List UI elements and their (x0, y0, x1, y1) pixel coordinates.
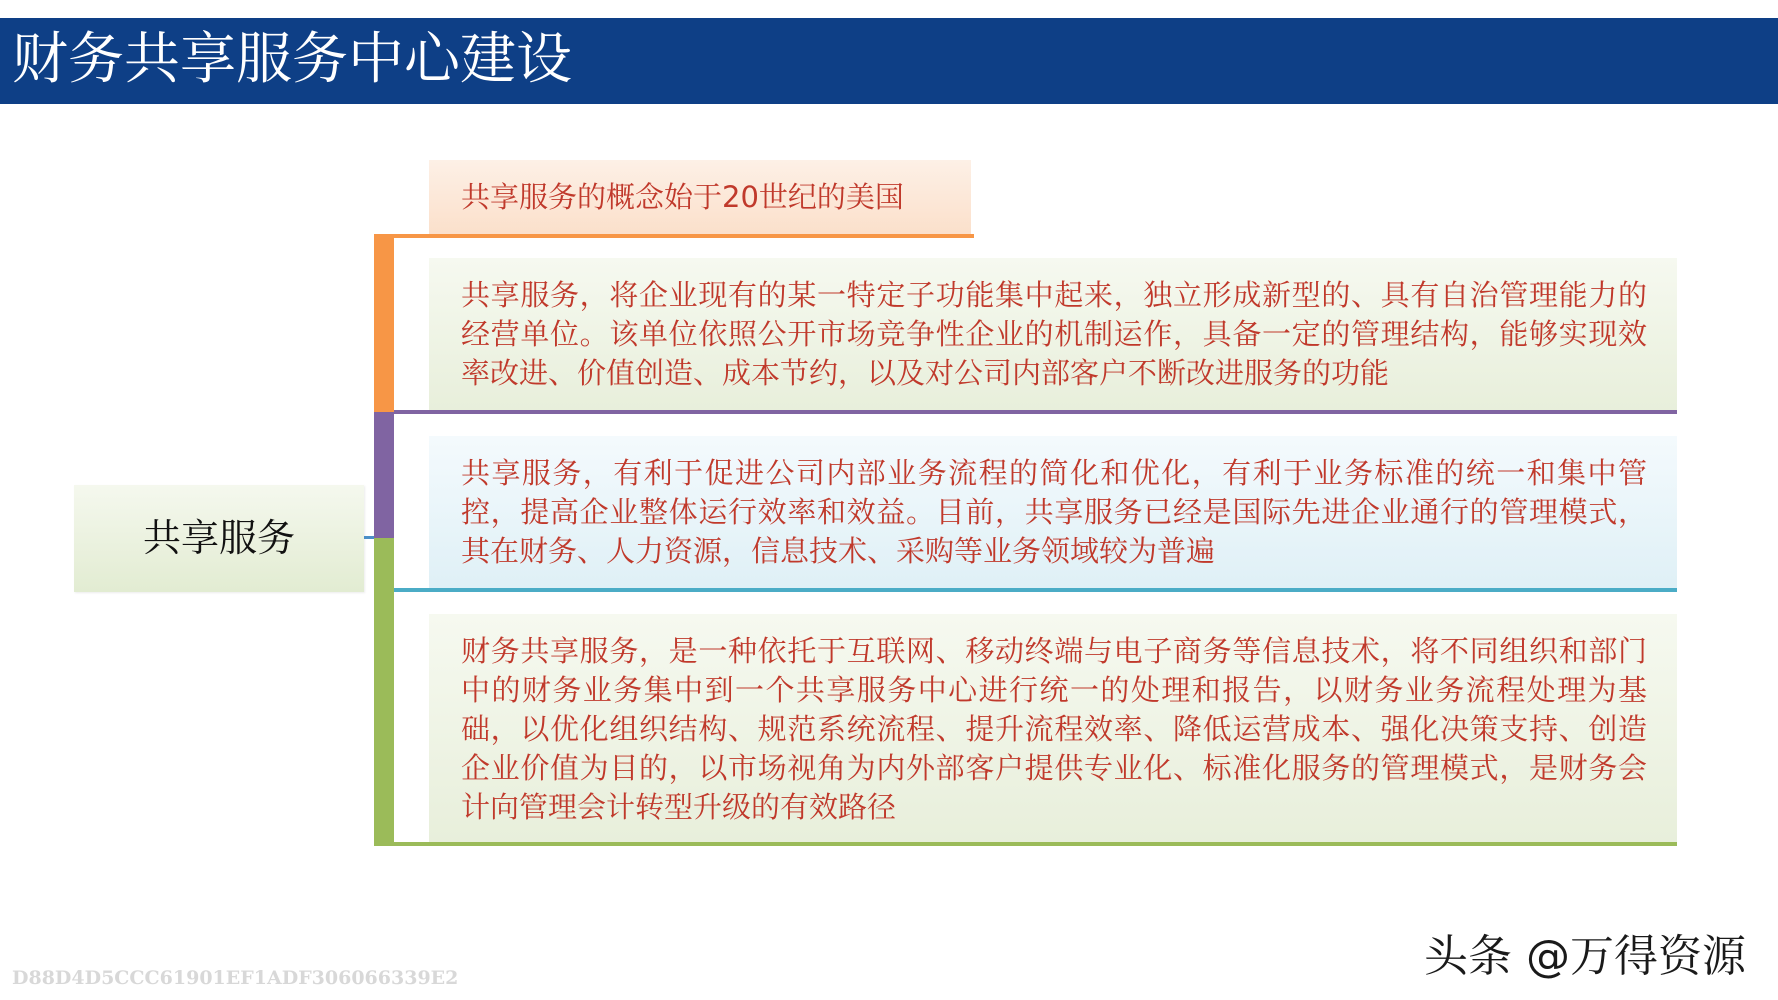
node-definition (429, 258, 1677, 414)
node-financial-sharing (429, 614, 1677, 846)
node-benefits (429, 436, 1677, 592)
root-node-label: 共享服务 (142, 516, 295, 560)
branch-line-2 (394, 410, 434, 414)
title-bar (0, 18, 1778, 104)
watermark-code: D88D4D5CCC61901EF1ADF306066339E2 (12, 967, 459, 989)
node-text: 共享服务，将企业现有的某一特定子功能集中起来，独立形成新型的、具有自治管理能力的经营单位。该单位依照公开市场竞争性企业的机制运作，具备一定的管理结构，能够实现效率改进、价值创造、成本节约，以及对公司内部客户不断改进服务的功能 (461, 278, 1647, 390)
branch-line-3 (394, 588, 434, 592)
node-concept-origin (429, 160, 971, 238)
source-watermark: 头条 @万得资源 (1424, 931, 1746, 982)
node-text: 共享服务的概念始于20世纪的美国 (461, 180, 904, 214)
bracket-segment-orange (374, 234, 394, 412)
branch-line-4 (374, 842, 434, 846)
bracket-segment-green (374, 538, 394, 846)
root-node (74, 485, 364, 592)
node-text: 共享服务，有利于促进公司内部业务流程的简化和优化，有利于业务标准的统一和集中管控，提高企业整体运行效率和效益。目前，共享服务已经是国际先进企业通行的管理模式，其在财务、人力资源，信息技术、采购等业务领域较为普遍 (461, 456, 1647, 568)
page-title: 财务共享服务中心建设 (12, 27, 572, 92)
bracket-segment-purple (374, 412, 394, 538)
node-text: 财务共享服务，是一种依托于互联网、移动终端与电子商务等信息技术，将不同组织和部门中的财务业务集中到一个共享服务中心进行统一的处理和报告，以财务业务流程处理为基础，以优化组织结构、规范系统流程、提升流程效率、降低运营成本、强化决策支持、创造企业价值为目的，以市场视角为内外部客户提供专业化、标准化服务的管理模式，是财务会计向管理会计转型升级的有效路径 (461, 634, 1647, 824)
